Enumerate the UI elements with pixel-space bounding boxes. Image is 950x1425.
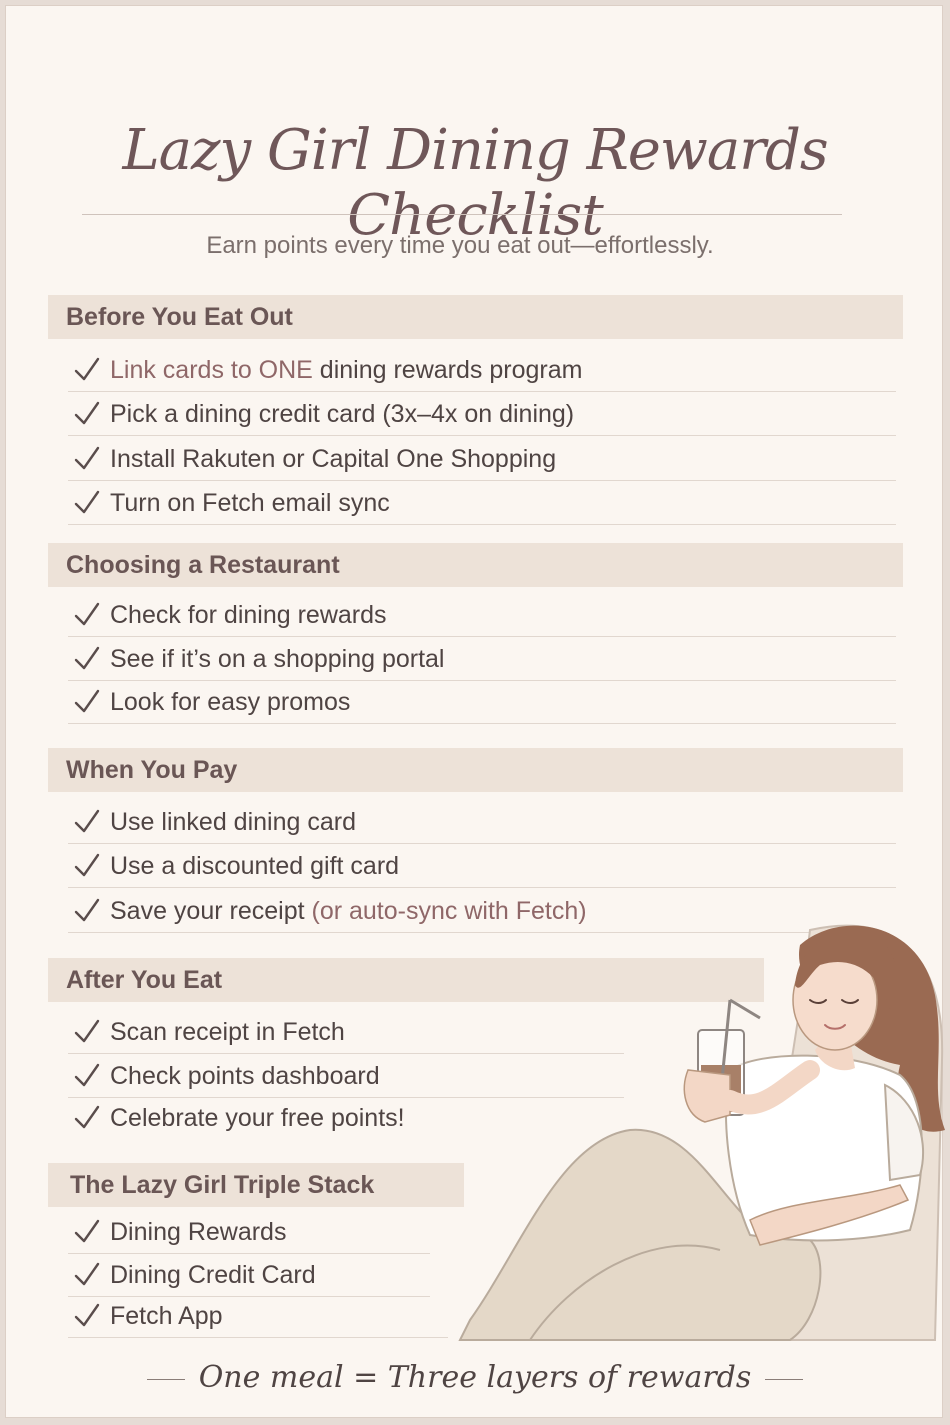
checklist-item[interactable]	[68, 348, 896, 392]
checklist-item[interactable]	[68, 637, 896, 681]
checklist-item[interactable]	[68, 1210, 430, 1254]
item-label: See if it’s on a shopping portal	[110, 645, 445, 673]
section-heading-when-you-pay: When You Pay	[48, 748, 903, 792]
checkmark-icon	[72, 488, 102, 518]
footer-dash-right	[765, 1379, 803, 1380]
item-label: Use a discounted gift card	[110, 852, 400, 880]
footer-dash-left	[147, 1379, 185, 1380]
checkmark-icon	[72, 896, 102, 926]
item-label: Pick a dining credit card (3x–4x on dining)	[110, 400, 575, 428]
section-heading-choosing-a-restaurant: Choosing a Restaurant	[48, 543, 903, 587]
item-label: dining rewards program	[312, 356, 583, 384]
item-label: Use linked dining card	[110, 808, 356, 836]
relaxing-woman-illustration	[430, 900, 950, 1360]
checkmark-icon	[72, 1217, 102, 1247]
section-heading-triple-stack: The Lazy Girl Triple Stack	[48, 1163, 464, 1207]
item-label: Scan receipt in Fetch	[110, 1018, 345, 1046]
checkmark-icon	[72, 1260, 102, 1290]
checklist-item[interactable]	[68, 593, 896, 637]
checkmark-icon	[72, 399, 102, 429]
checkmark-icon	[72, 444, 102, 474]
checkmark-icon	[72, 644, 102, 674]
section-heading-before-you-eat-out: Before You Eat Out	[48, 295, 903, 339]
checklist-item[interactable]	[68, 481, 896, 525]
title-divider	[82, 214, 842, 215]
checkmark-icon	[72, 687, 102, 717]
checklist-item[interactable]	[68, 844, 896, 888]
checkmark-icon	[72, 1017, 102, 1047]
item-label: Check points dashboard	[110, 1062, 380, 1090]
checkmark-icon	[72, 1301, 102, 1331]
page-subtitle: Earn points every time you eat out—effortlessly.	[206, 232, 714, 259]
section-heading-after-you-eat: After You Eat	[48, 958, 764, 1002]
checkmark-icon	[72, 851, 102, 881]
page-title: Lazy Girl Dining Rewards Checklist	[122, 118, 828, 248]
item-label: Dining Credit Card	[110, 1261, 316, 1289]
checkmark-icon	[72, 355, 102, 385]
footer-text: One meal = Three layers of rewards	[198, 1360, 752, 1395]
checklist-item[interactable]	[68, 680, 896, 724]
checkmark-icon	[72, 600, 102, 630]
footer-tagline	[0, 1360, 950, 1395]
item-label: Celebrate your free points!	[110, 1104, 405, 1132]
checkmark-icon	[72, 1103, 102, 1133]
item-label-note: (or auto-sync with Fetch)	[311, 897, 587, 925]
item-label: Dining Rewards	[110, 1218, 287, 1246]
item-label: Turn on Fetch email sync	[110, 489, 390, 517]
checklist-item[interactable]	[68, 800, 896, 844]
checkmark-icon	[72, 1061, 102, 1091]
checklist-item[interactable]	[68, 1294, 448, 1338]
checkmark-icon	[72, 807, 102, 837]
checklist-item[interactable]	[68, 392, 896, 436]
item-label: Install Rakuten or Capital One Shopping	[110, 445, 557, 473]
checklist-item[interactable]	[68, 437, 896, 481]
item-label: Fetch App	[110, 1302, 223, 1330]
item-label: Check for dining rewards	[110, 601, 387, 629]
item-label: Look for easy promos	[110, 688, 351, 716]
item-label: Save your receipt	[110, 897, 312, 925]
item-label-accent: Link cards to ONE	[110, 356, 313, 384]
checklist-item[interactable]	[68, 1253, 430, 1297]
